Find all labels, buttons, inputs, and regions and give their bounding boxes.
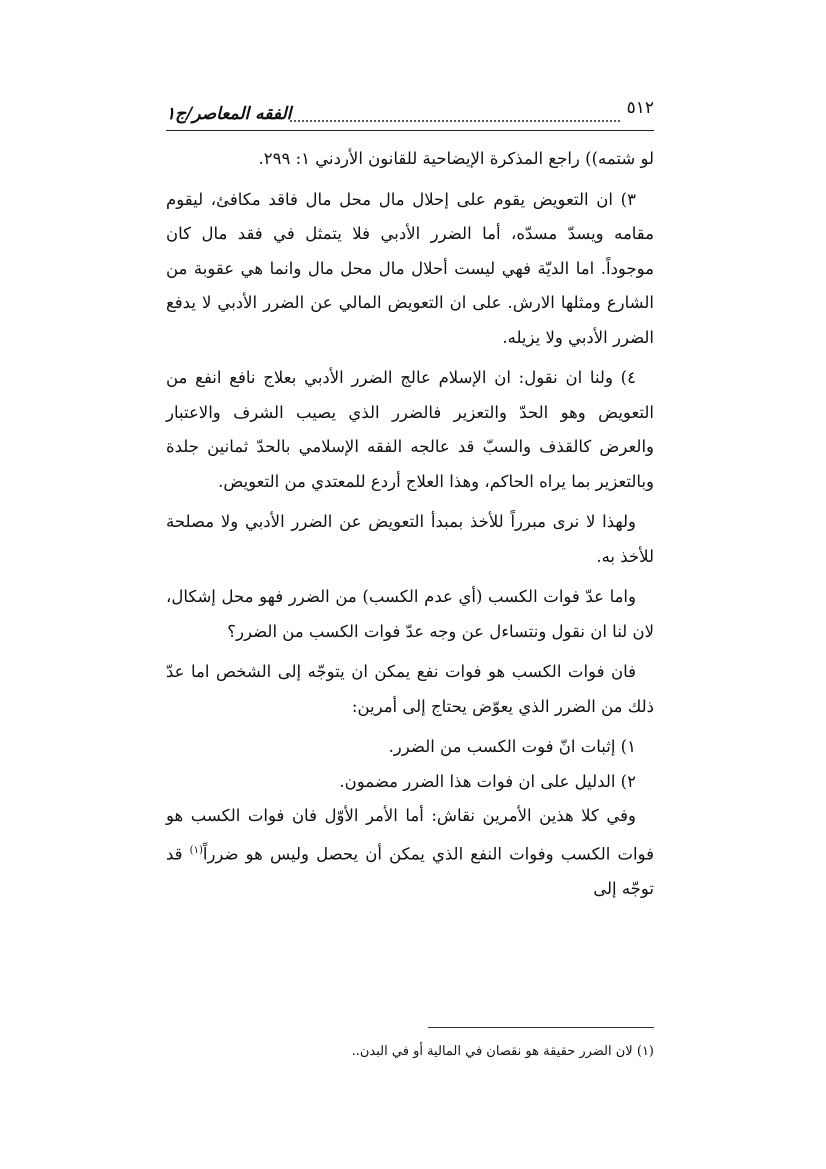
page-header: [166, 98, 654, 131]
paragraph-conclusion: ولهذا لا نرى مبرراً للأخذ بمبدأ التعويض عن الضرر الأدبي ولا مصلحة للأخذ به.: [166, 512, 654, 566]
list-item-1: ١) إثبات انّ فوت الكسب من الضرر.: [388, 737, 636, 756]
page-number: ٥١٢: [626, 98, 654, 118]
paragraph-two-matters: فان فوات الكسب هو فوات نفع يمكن ان يتوجّه إلى الشخص اما عدّ ذلك من الضرر الذي يعوّض يحتاج إلى أمرين:: [166, 662, 654, 716]
paragraph-discussion-tail: قد توجّه إلى: [166, 844, 654, 898]
paragraph-discussion: [166, 799, 654, 906]
footnote-reference[interactable]: (١): [189, 844, 203, 856]
body-text: [166, 142, 654, 912]
header-leader-dots: [290, 120, 620, 122]
footnote: (١) لان الضرر حقيقة هو نقصان في المالية أو في البدن..: [351, 1044, 654, 1059]
paragraph-lost-profit: واما عدّ فوات الكسب (أي عدم الكسب) من الضرر فهو محل إشكال، لان لنا ان نقول ونتساءل عن وجه عدّ فوات الكسب من الضرر؟: [166, 587, 654, 641]
paragraph-point-4: ٤) ولنا ان نقول: ان الإسلام عالج الضرر الأدبي بعلاج نافع انفع من التعويض وهو الحدّ والتعزير فالضرر الذي يصيب الشرف والاعتبار والعرض كالقذف والسبّ قد عالجه الفقه الإسلامي بالحدّ ثمانين جلدة وبالتعزير بما يراه الحاكم، وهذا العلاج أردع للمعتدي من التعويض.: [166, 368, 654, 491]
footnote-divider: [428, 1027, 654, 1028]
paragraph-continuation: لو شتمه)) راجع المذكرة الإيضاحية للقانون الأردني ١: ٢٩٩.: [258, 149, 654, 168]
paragraph-discussion-text: وفي كلا هذين الأمرين نقاش: أما الأمر الأوّل فان فوات الكسب هو فوات الكسب وفوات النفع الذي يمكن أن يحصل وليس هو ضرراً: [166, 806, 655, 863]
list-item-2: ٢) الدليل على ان فوات هذا الضرر مضمون.: [339, 771, 636, 791]
running-title: الفقه المعاصر/ج١: [166, 104, 292, 124]
paragraph-point-3: ٣) ان التعويض يقوم على إحلال مال محل مال فاقد مكافئ، ليقوم مقامه ويسدّ مسدّه، أما الضرر الأدبي فلا يتمثل في فقد مال كان موجوداً. اما الديّة فهي ليست أحلال مال محل مال وانما هي عقوبة من الشارع ومثلها الارش. على ان التعويض المالي عن الضرر الأدبي لا يدفع الضرر الأدبي ولا يزيله.: [166, 189, 654, 347]
